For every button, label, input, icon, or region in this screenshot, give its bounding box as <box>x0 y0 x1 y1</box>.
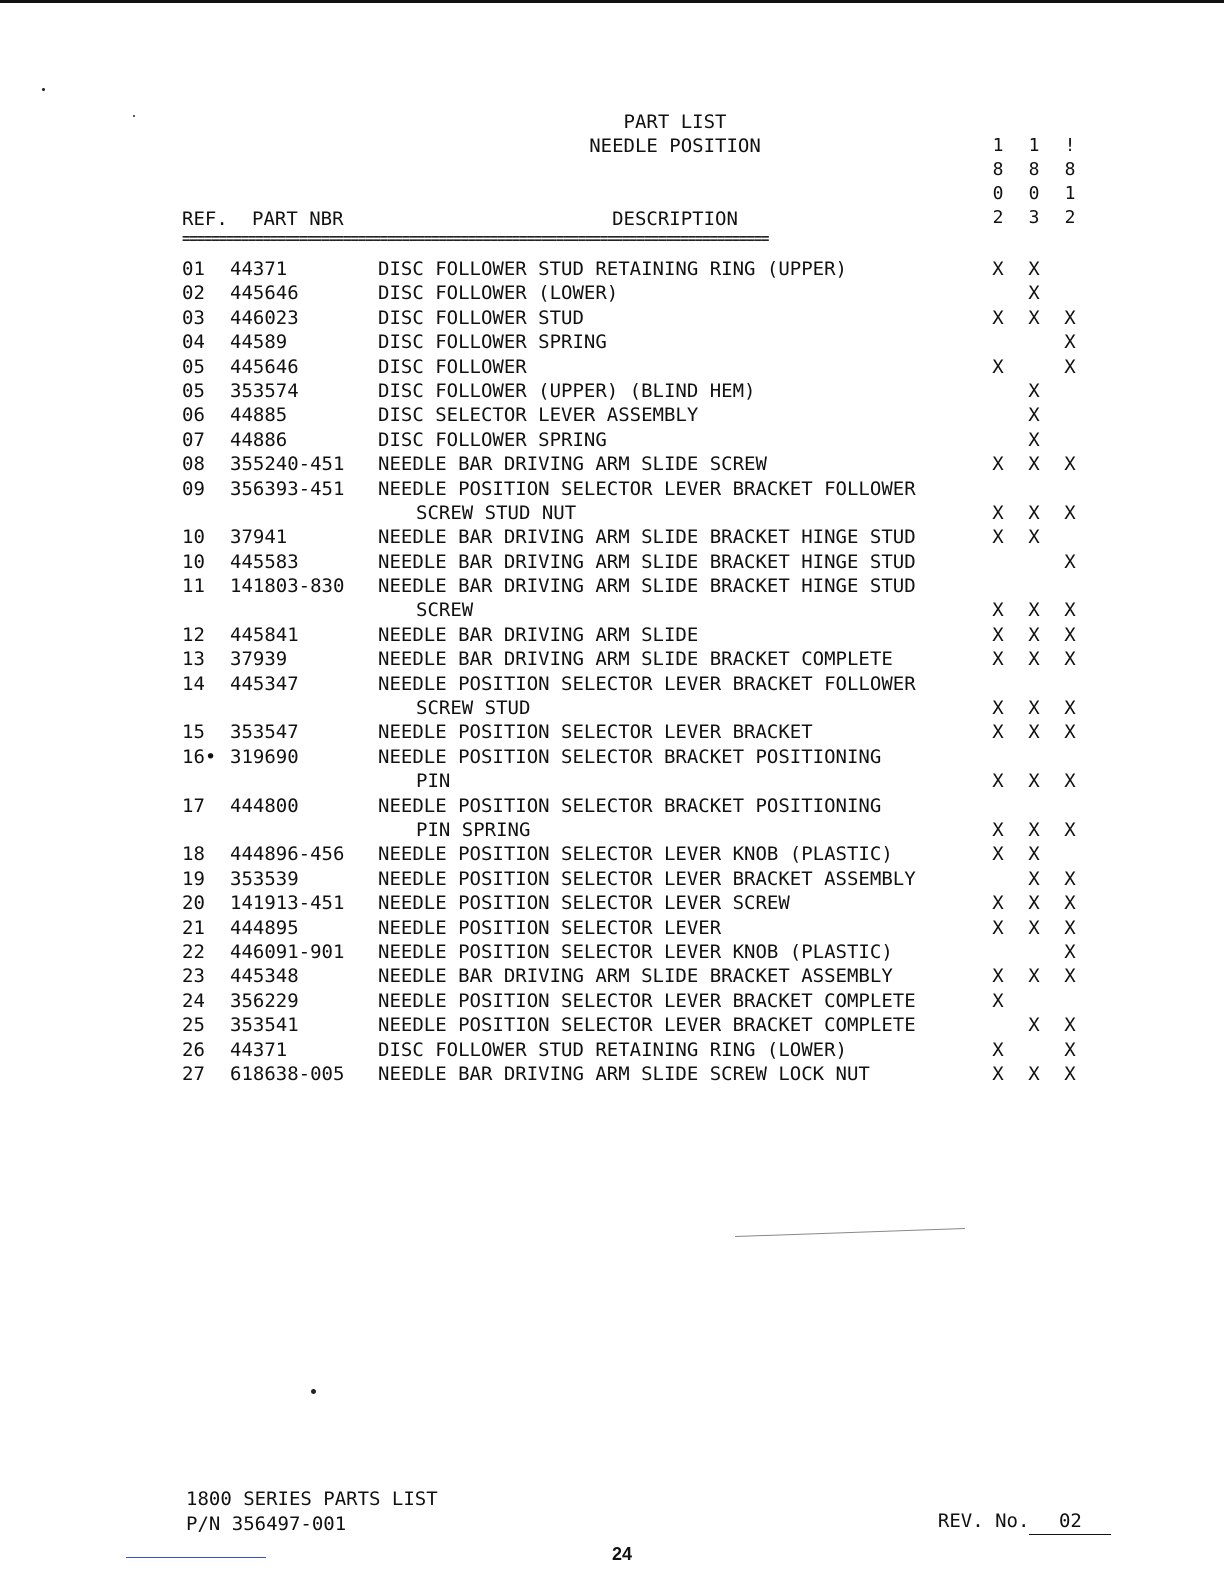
model-mark: X <box>1064 1014 1076 1037</box>
table-row <box>182 477 1102 501</box>
table-row-continuation <box>182 769 1102 793</box>
model-column-1-header: 1 8 0 2 <box>992 135 1004 228</box>
ref-number: 22 <box>182 940 205 963</box>
description: NEEDLE POSITION SELECTOR LEVER <box>378 916 722 939</box>
description: NEEDLE BAR DRIVING ARM SLIDE BRACKET COMPLETE <box>378 648 893 671</box>
description: NEEDLE POSITION SELECTOR LEVER SCREW <box>378 892 790 915</box>
table-row-continuation <box>182 501 1102 525</box>
table-row <box>182 720 1102 744</box>
table-row <box>182 1038 1102 1062</box>
ref-number: 09 <box>182 477 205 500</box>
part-number: 445347 <box>230 672 299 695</box>
ref-number: 20 <box>182 892 205 915</box>
part-number: 356393-451 <box>230 477 345 500</box>
part-number: 44371 <box>230 1038 288 1061</box>
model-mark: X <box>1064 599 1076 622</box>
model-mark: X <box>1064 721 1076 744</box>
ref-number: 07 <box>182 428 205 451</box>
model-mark: X <box>992 648 1004 671</box>
model-mark: X <box>1064 550 1076 573</box>
table-row <box>182 379 1102 403</box>
model-mark: X <box>992 697 1004 720</box>
table-row <box>182 672 1102 696</box>
ref-number: 26 <box>182 1038 205 1061</box>
table-row <box>182 916 1102 940</box>
table-row <box>182 647 1102 671</box>
part-number: 37939 <box>230 648 288 671</box>
page-subtitle: NEEDLE POSITION <box>589 135 761 157</box>
description: NEEDLE POSITION SELECTOR LEVER BRACKET FOLLOWER <box>378 477 916 500</box>
part-number: 444896-456 <box>230 843 345 866</box>
model-mark: X <box>1064 697 1076 720</box>
model-mark: X <box>1064 623 1076 646</box>
description-column-header: DESCRIPTION <box>612 208 738 230</box>
model-mark: X <box>992 770 1004 793</box>
ref-number: 05 <box>182 379 205 402</box>
table-row <box>182 1062 1102 1086</box>
revision-label: REV. No. <box>937 1510 1030 1532</box>
model-mark: X <box>1028 867 1040 890</box>
description: NEEDLE BAR DRIVING ARM SLIDE BRACKET HINGE STUD <box>378 550 916 573</box>
description: NEEDLE BAR DRIVING ARM SLIDE <box>378 623 699 646</box>
model-mark: X <box>992 892 1004 915</box>
part-number: 141803-830 <box>230 575 345 598</box>
model-mark: X <box>1028 404 1040 427</box>
ref-number: 04 <box>182 331 205 354</box>
model-mark: X <box>1028 501 1040 524</box>
scan-speck <box>133 115 135 117</box>
model-mark: X <box>1064 501 1076 524</box>
model-mark: X <box>1064 916 1076 939</box>
part-number: 445583 <box>230 550 299 573</box>
model-mark: X <box>1028 453 1040 476</box>
description: DISC FOLLOWER (UPPER) (BLIND HEM) <box>378 379 756 402</box>
description: DISC FOLLOWER <box>378 355 527 378</box>
ref-number: 15 <box>182 721 205 744</box>
description: DISC FOLLOWER SPRING <box>378 331 607 354</box>
description: NEEDLE POSITION SELECTOR LEVER BRACKET COMPLETE <box>378 989 916 1012</box>
description-continuation: PIN SPRING <box>416 818 531 841</box>
table-row <box>182 867 1102 891</box>
model-mark: X <box>1028 770 1040 793</box>
model-mark: X <box>992 306 1004 329</box>
revision-value: 02 <box>1029 1509 1111 1535</box>
description: NEEDLE BAR DRIVING ARM SLIDE BRACKET HINGE STUD <box>378 526 916 549</box>
model-mark: X <box>1028 379 1040 402</box>
table-row <box>182 745 1102 769</box>
scan-speck <box>42 88 45 91</box>
model-mark: X <box>992 916 1004 939</box>
page-title: PART LIST <box>623 111 727 133</box>
ref-number: 18 <box>182 843 205 866</box>
header-separator: ================================================================================ <box>182 233 769 245</box>
ref-number: 10 <box>182 550 205 573</box>
ref-number: 06 <box>182 404 205 427</box>
ref-number: 03 <box>182 306 205 329</box>
description-continuation: SCREW STUD NUT <box>416 501 577 524</box>
description: DISC FOLLOWER STUD RETAINING RING (LOWER) <box>378 1038 847 1061</box>
model-column-3-header: ! 8 1 2 <box>1064 135 1076 228</box>
description-continuation: SCREW STUD <box>416 697 531 720</box>
model-mark: X <box>1064 965 1076 988</box>
top-border <box>0 0 1224 3</box>
footer-part-number: P/N 356497-001 <box>186 1513 347 1535</box>
page-number: 24 <box>612 1544 633 1564</box>
part-number: 353574 <box>230 379 299 402</box>
description: DISC FOLLOWER (LOWER) <box>378 282 619 305</box>
description: DISC FOLLOWER SPRING <box>378 428 607 451</box>
ref-number: 25 <box>182 1014 205 1037</box>
part-number: 445646 <box>230 355 299 378</box>
model-mark: X <box>1028 306 1040 329</box>
part-number: 353539 <box>230 867 299 890</box>
parts-table <box>182 257 1102 1086</box>
model-mark: X <box>1064 818 1076 841</box>
table-row <box>182 355 1102 379</box>
part-number: 445348 <box>230 965 299 988</box>
ref-column-header: REF. <box>182 208 228 230</box>
description: NEEDLE POSITION SELECTOR LEVER KNOB (PLASTIC) <box>378 843 893 866</box>
model-mark: X <box>1028 965 1040 988</box>
model-mark: X <box>1064 892 1076 915</box>
part-number: 353547 <box>230 721 299 744</box>
ref-number: 01 <box>182 258 205 280</box>
part-number-column-header: PART NBR <box>252 208 344 230</box>
model-mark: X <box>992 843 1004 866</box>
table-row <box>182 623 1102 647</box>
model-mark: X <box>1028 818 1040 841</box>
part-number: 353541 <box>230 1014 299 1037</box>
ref-number: 10 <box>182 526 205 549</box>
table-row <box>182 281 1102 305</box>
table-row-continuation <box>182 818 1102 842</box>
model-mark: X <box>1028 1014 1040 1037</box>
pen-stroke <box>735 1228 965 1237</box>
model-mark: X <box>1028 697 1040 720</box>
model-mark: X <box>1028 526 1040 549</box>
table-row <box>182 989 1102 1013</box>
description-continuation: PIN <box>416 770 451 793</box>
ref-number: 12 <box>182 623 205 646</box>
model-mark: X <box>1028 892 1040 915</box>
table-row <box>182 428 1102 452</box>
part-number: 446091-901 <box>230 940 345 963</box>
table-row <box>182 550 1102 574</box>
model-mark: X <box>1028 721 1040 744</box>
model-mark: X <box>1064 940 1076 963</box>
table-row-continuation <box>182 598 1102 622</box>
description: NEEDLE POSITION SELECTOR LEVER KNOB (PLASTIC) <box>378 940 893 963</box>
part-number: 355240-451 <box>230 453 345 476</box>
table-row <box>182 891 1102 915</box>
ref-number: 11 <box>182 575 205 598</box>
model-mark: X <box>1028 648 1040 671</box>
part-number: 141913-451 <box>230 892 345 915</box>
model-mark: X <box>992 501 1004 524</box>
part-number: 44371 <box>230 258 288 280</box>
description-continuation: SCREW <box>416 599 474 622</box>
footer-series: 1800 SERIES PARTS LIST <box>186 1488 438 1510</box>
ref-number: 14 <box>182 672 205 695</box>
ref-number: 02 <box>182 282 205 305</box>
model-mark: X <box>1028 916 1040 939</box>
table-row <box>182 794 1102 818</box>
description: NEEDLE BAR DRIVING ARM SLIDE SCREW <box>378 453 767 476</box>
model-mark: X <box>992 355 1004 378</box>
model-mark: X <box>992 453 1004 476</box>
part-number: 446023 <box>230 306 299 329</box>
model-mark: X <box>1064 867 1076 890</box>
part-number: 445841 <box>230 623 299 646</box>
model-mark: X <box>992 526 1004 549</box>
ref-number: 05 <box>182 355 205 378</box>
table-row <box>182 525 1102 549</box>
description: NEEDLE BAR DRIVING ARM SLIDE SCREW LOCK NUT <box>378 1062 870 1085</box>
revision-number <box>915 1484 1111 1535</box>
ref-number: 08 <box>182 453 205 476</box>
model-mark: X <box>992 623 1004 646</box>
description: NEEDLE POSITION SELECTOR LEVER BRACKET COMPLETE <box>378 1014 916 1037</box>
table-row <box>182 842 1102 866</box>
part-number: 618638-005 <box>230 1062 345 1085</box>
table-row-continuation <box>182 696 1102 720</box>
ref-number: 19 <box>182 867 205 890</box>
part-number: 44886 <box>230 428 288 451</box>
model-mark: X <box>1064 1038 1076 1061</box>
ref-number: 17 <box>182 794 205 817</box>
table-row <box>182 452 1102 476</box>
part-number: 44885 <box>230 404 288 427</box>
model-mark: X <box>992 989 1004 1012</box>
table-row <box>182 306 1102 330</box>
ref-number: 13 <box>182 648 205 671</box>
part-number: 444895 <box>230 916 299 939</box>
part-number: 356229 <box>230 989 299 1012</box>
model-column-2-header: 1 8 0 3 <box>1028 135 1040 228</box>
model-mark: X <box>992 818 1004 841</box>
ref-number: 16• <box>182 745 217 768</box>
model-mark: X <box>1028 428 1040 451</box>
ref-number: 21 <box>182 916 205 939</box>
table-row <box>182 574 1102 598</box>
part-number: 445646 <box>230 282 299 305</box>
table-row <box>182 940 1102 964</box>
description: NEEDLE POSITION SELECTOR LEVER BRACKET <box>378 721 813 744</box>
description: NEEDLE BAR DRIVING ARM SLIDE BRACKET ASSEMBLY <box>378 965 893 988</box>
description: DISC SELECTOR LEVER ASSEMBLY <box>378 404 699 427</box>
part-number: 444800 <box>230 794 299 817</box>
ref-number: 27 <box>182 1062 205 1085</box>
description: DISC FOLLOWER STUD <box>378 306 584 329</box>
part-number: 319690 <box>230 745 299 768</box>
bottom-rule <box>126 1557 266 1558</box>
model-mark: X <box>1028 599 1040 622</box>
model-mark: X <box>992 1038 1004 1061</box>
model-mark: X <box>1064 355 1076 378</box>
table-row <box>182 964 1102 988</box>
model-mark: X <box>1064 331 1076 354</box>
table-row <box>182 330 1102 354</box>
model-mark: X <box>1028 258 1040 280</box>
model-mark: X <box>1064 1062 1076 1085</box>
description: NEEDLE POSITION SELECTOR LEVER BRACKET FOLLOWER <box>378 672 916 695</box>
model-mark: X <box>992 599 1004 622</box>
model-mark: X <box>992 721 1004 744</box>
description: NEEDLE POSITION SELECTOR BRACKET POSITIONING <box>378 745 882 768</box>
ref-number: 24 <box>182 989 205 1012</box>
table-row <box>182 1013 1102 1037</box>
model-mark: X <box>992 965 1004 988</box>
ref-number: 23 <box>182 965 205 988</box>
model-mark: X <box>1064 648 1076 671</box>
scan-speck <box>311 1389 316 1394</box>
description: NEEDLE POSITION SELECTOR LEVER BRACKET ASSEMBLY <box>378 867 916 890</box>
model-mark: X <box>1028 1062 1040 1085</box>
description: NEEDLE BAR DRIVING ARM SLIDE BRACKET HINGE STUD <box>378 575 916 598</box>
part-number: 37941 <box>230 526 288 549</box>
model-mark: X <box>1064 770 1076 793</box>
table-row <box>182 257 1102 281</box>
description: DISC FOLLOWER STUD RETAINING RING (UPPER) <box>378 258 847 280</box>
model-mark: X <box>1028 843 1040 866</box>
description: NEEDLE POSITION SELECTOR BRACKET POSITIONING <box>378 794 882 817</box>
model-mark: X <box>1064 453 1076 476</box>
model-mark: X <box>1028 282 1040 305</box>
model-mark: X <box>1064 306 1076 329</box>
model-mark: X <box>992 1062 1004 1085</box>
table-row <box>182 403 1102 427</box>
model-mark: X <box>1028 623 1040 646</box>
part-number: 44589 <box>230 331 288 354</box>
model-mark: X <box>992 258 1004 280</box>
